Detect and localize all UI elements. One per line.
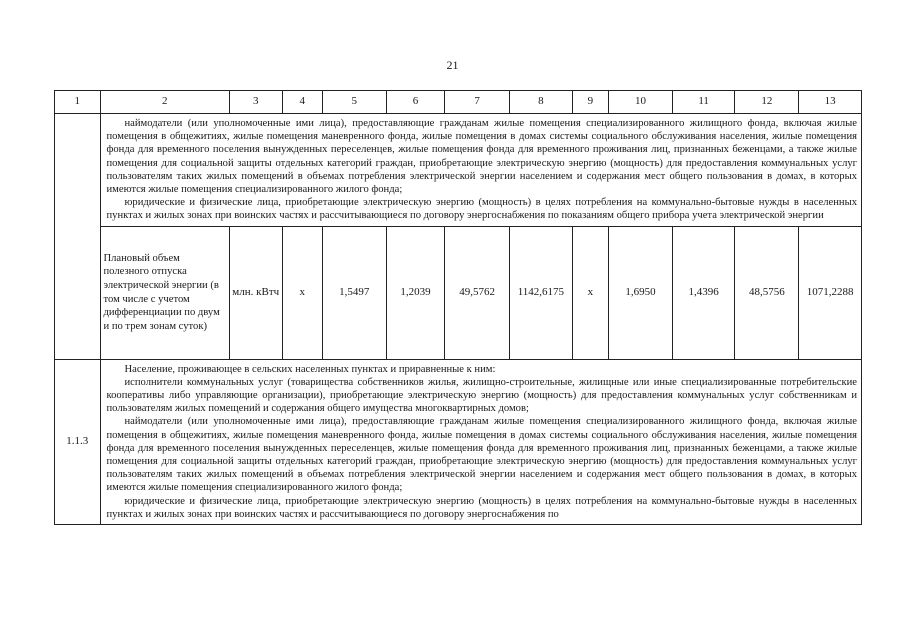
description-paragraph: юридические и физические лица, приобретающие электрическую энергию (мощность) в целях потребления на коммунально-бытовые нужды в населенных пунктах и жилых зонах при воинских частях и рассчитывающиеся по договору энергоснабжения по показаниям общего прибора учета электрической энергии	[106, 197, 857, 222]
column-header: 6	[386, 91, 445, 114]
description-paragraph: наймодатели (или уполномоченные ими лица), предоставляющие гражданам жилые помещения специализированного жилищного фонда, включая жилые помещения в общежитиях, жилые помещения маневренного фонда, жилые помещения в домах системы социального обслуживания населения, жилые помещения фонда для временного поселения вынужденных переселенцев, жилые помещения фонда для временного проживания лиц, признанных беженцами, а также жилые помещения для социальной защиты отдельных категорий граждан, приобретающие электрическую энергию (мощность) для предоставления коммунальных услуг пользователям таких жилых помещений в объемах потребления электрической энергии населением и содержания мест общего пользования в домах, в которых имеются жилые помещения специализированного жилого фонда;	[106, 118, 857, 196]
value-cell: 1,2039	[386, 226, 445, 359]
column-header: 13	[799, 91, 862, 114]
value-cell: 48,5756	[735, 226, 799, 359]
column-header: 1	[55, 91, 101, 114]
description-paragraph: наймодатели (или уполномоченные ими лица), предоставляющие гражданам жилые помещения специализированного жилищного фонда, включая жилые помещения в общежитиях, жилые помещения маневренного фонда, жилые помещения в домах системы социального обслуживания населения, жилые помещения фонда для временного поселения вынужденных переселенцев, жилые помещения фонда для временного проживания лиц, признанных беженцами, а также жилые помещения для социальной защиты отдельных категорий граждан, приобретающие электрическую энергию (мощность) для предоставления коммунальных услуг пользователям таких жилых помещений в объемах потребления электрической энергии населением и содержания мест общего пользования в домах, в которых имеются жилые помещения специализированного жилого фонда;	[106, 416, 857, 494]
column-number-row	[55, 91, 862, 114]
value-cell: 1142,6175	[510, 226, 573, 359]
column-header: 11	[672, 91, 735, 114]
value-cell: 49,5762	[445, 226, 510, 359]
value-cell: 1,4396	[672, 226, 735, 359]
column-header: 12	[735, 91, 799, 114]
description-paragraph: исполнители коммунальных услуг (товарищества собственников жилья, жилищно-строительные, жилищные или иные специализированные потребительские кооперативы либо управляющие организации), приобретающие электрическую энергию (мощность) для предоставления коммунальных услуг собственникам и пользователям жилых помещений и содержания общего имущества многоквартирных домов;	[106, 376, 857, 415]
column-header: 2	[100, 91, 229, 114]
row-label: Плановый объем полезного отпуска электрической энергии (в том числе с учетом дифференциации по двум и по трем зонам суток)	[100, 226, 229, 359]
column-header: 7	[445, 91, 510, 114]
column-header: 10	[609, 91, 673, 114]
tariff-table	[54, 90, 862, 525]
column-header: 8	[510, 91, 573, 114]
column-header: 3	[229, 91, 282, 114]
column-header: 5	[322, 91, 386, 114]
data-row	[55, 226, 862, 359]
value-cell: 1,6950	[609, 226, 673, 359]
unit-cell: млн. кВтч	[229, 226, 282, 359]
column-header: 4	[282, 91, 322, 114]
description-paragraph: юридические и физические лица, приобретающие электрическую энергию (мощность) в целях потребления на коммунально-бытовые нужды в населенных пунктах и жилых зонах при воинских частях и рассчитывающиеся по договору энергоснабжения по	[106, 495, 857, 520]
section-row	[55, 359, 862, 524]
column-header: 9	[572, 91, 608, 114]
empty-code-cell	[55, 114, 101, 360]
page-number: 21	[446, 58, 459, 72]
section-description	[100, 359, 862, 524]
value-cell: 1,5497	[322, 226, 386, 359]
description-paragraph: Население, проживающее в сельских населенных пунктах и приравненные к ним:	[124, 363, 496, 375]
consumer-description	[100, 114, 862, 227]
consumer-description-row	[55, 114, 862, 227]
value-cell: 1071,2288	[799, 226, 862, 359]
value-cell: x	[572, 226, 608, 359]
section-code: 1.1.3	[55, 359, 101, 524]
value-cell: x	[282, 226, 322, 359]
